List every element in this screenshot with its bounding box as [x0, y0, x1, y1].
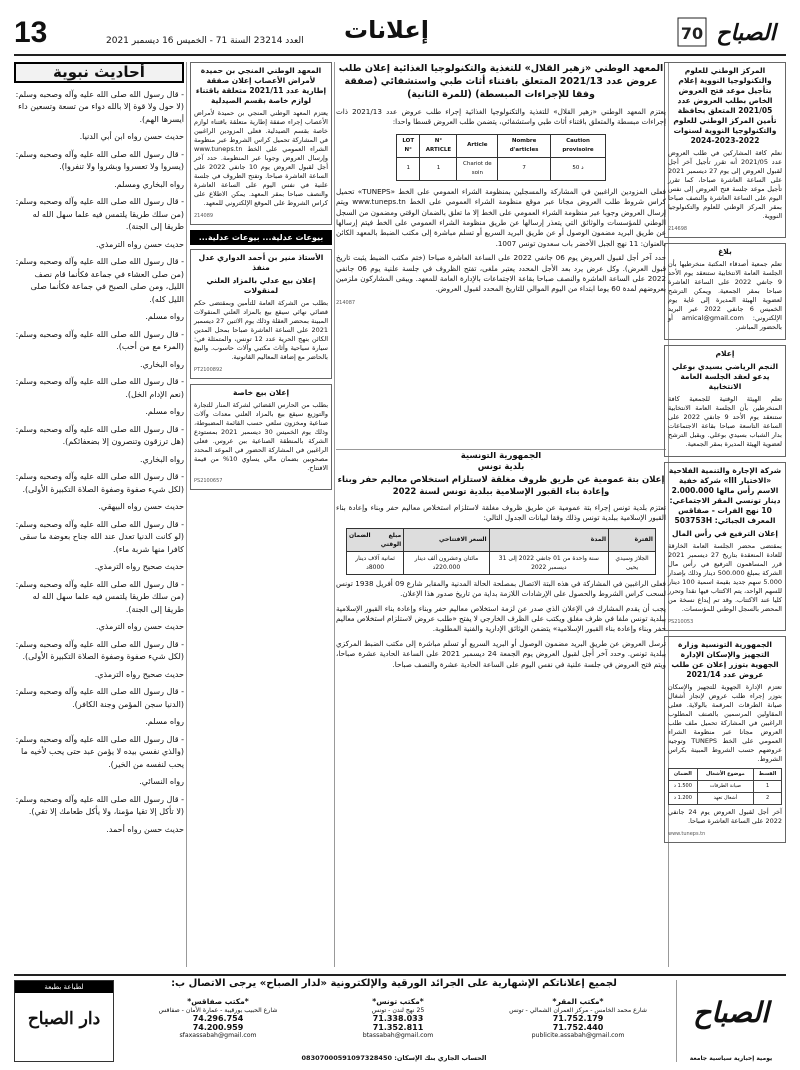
hadith-item: - قال رسول الله صلى الله عليه وآله وصحبه وسلم: (من سلك طريقا يلتمس فيه علما سهل الله له طريقا إلى الجنة). [15, 579, 184, 614]
logo-badge: 70 [680, 24, 704, 43]
ad-ref: 214087 [336, 299, 356, 306]
table-header: Caution provisoire [551, 134, 606, 157]
ad-title: الجمهورية التونسية وزارة التجهيز والإسكان الإدارة الجهوية بتوزر إعلان عن طلب عروض عدد 2021/14 [671, 640, 779, 679]
ad-body: فعلى الراغبين في المشاركة في هذه البتة الاتصال بمصلحة الحالة المدنية والمقابر شارع 09 أفريل 1938 تونس لسحب كراس الشروط والحصول على الإرشادات اللازمة بداية من تاريخ صدور هذا الإعلان. [336, 578, 666, 599]
ad-title: إعلان بيع خاصة [232, 388, 290, 397]
ad-bailiff-sale [190, 249, 332, 379]
ad-subtitle: إعلان بيع عدلي بالمزاد العلني لمنقولات [206, 276, 316, 295]
office-title: *مكتب تونس* [372, 997, 424, 1006]
ad-association-notice [664, 243, 786, 340]
lots-table [668, 768, 782, 805]
table-cell: 1 [754, 781, 782, 793]
ad-ref: PS2100657 [194, 478, 223, 484]
hadith-item: رواه البخاري. [139, 454, 184, 464]
office-phone[interactable]: 71.338.033 [372, 1014, 424, 1023]
hadith-item: حديث حسن رواه ابن أبي الدنيا. [79, 132, 184, 141]
ad-tunis-municipality [336, 452, 666, 967]
table-header: القسط [754, 769, 782, 781]
ad-body: فعلى المزودين الراغبين في المشاركة والمسجلين بمنظومة الشراء العمومي على الخط «TUNEPS» تحميل كراس شروط طلب العروض مجانا عبر موقع منظومة الشراء العمومي على الخط www.tuneps.tn ويتم إرسال العروض وجوبا عبر منظومة الشراء العمومي على الخط إلا ما تعلق بالضمان الوقتي ومضمون من السجل الوطني للمؤسسات والوثائق التي يتعذر إرسالها عن طريق منظومة الشراء العمومي على الخط فيتم إرسالها عن طريق البريد مضمون الوصول أو عن طريق البريد السريع أو تسلم مباشرة إلى مكتب الضبط بالمعهد الكائن بالعنوان: 11 نهج الجبل الأخضر باب سعدون تونس 1007. [336, 186, 666, 248]
ad-leasing-company [664, 462, 786, 631]
table-header: المدة [489, 528, 608, 551]
ad-ref: 214698 [668, 226, 688, 232]
table-header: موضوع الأشغال [697, 769, 753, 781]
ad-title: المركز الوطني للعلوم والتكنولوجيا النووية إعلام بتأجيل موعد فتح العروض الخاص بطلب العروض عدد 2021/05 المتعلق بحافظة تأمين المركز الوطني للعلوم والتكنولوجيا النووية لسنوات 2022-2023-2024 [673, 66, 777, 145]
hadith-item: حديث حسن رواه البيهقي. [98, 502, 184, 511]
printer-label: لطباعة بطبعة [15, 981, 113, 993]
legal-sales-banner: بيوعات عدلية... بيوعات عدلية... [190, 230, 332, 245]
office-address: 25 نهج لندن - تونس [371, 1006, 425, 1014]
ad-website: www.tuneps.tn [668, 831, 706, 837]
ad-nutrition-institute [336, 62, 666, 447]
printer-logo-text: دار الصباح [27, 1009, 101, 1029]
hadith-item: رواه البخاري ومسلم. [114, 179, 184, 189]
ad-title: الأستاذ منير بن أحمد الدواري عدل منفذ [198, 253, 324, 272]
ad-body: تعلم جمعية أصدقاء المكتبة منخرطيها بأن الجلسة العامة الانتخابية ستنعقد يوم الأحد 9 جانفي 2022 على الساعة العاشرة صباحا بمقر الجمعية. ويمكن الترشح لعضوية الهيئة المديرة إلى غاية يوم الخميس 6 جانفي 2022 عبر البريد الإلكتروني: amical@gmail.com أو بالحضور المباشر. [668, 260, 782, 331]
ad-ref: PS210053 [668, 619, 694, 625]
hadith-item: - قال رسول الله صلى الله عليه وآله وصحبه وسلم: (من سلك طريقا يلتمس فيه علما سهل الله له طريقا إلى الجنة). [15, 197, 184, 231]
hadith-item: رواه البخاري. [139, 359, 184, 369]
hadith-item: - قال رسول الله صلى الله عليه وآله وصحبه وسلم: (من صلى العشاء في جماعة فكأنما قام نصف الليل، ومن صلى الصبح في جماعة فكأنما صلى الليل كله). [15, 257, 184, 304]
hadith-item: - قال رسول الله صلى الله عليه وآله وصحبه وسلم: (يسروا ولا تعسروا وبشروا ولا تنفروا). [15, 149, 184, 171]
hadith-item: رواه مسلم. [145, 407, 184, 416]
bank-account: الحساب الجاري بنك الإسكان: 08307000591097328450 [301, 1054, 487, 1062]
ad-special-sale [190, 384, 332, 490]
ad-title: المعهد الوطني المنجي بن حميدة لأمراض الأعصاب إعلان صفقة إطارية عدد 2021/11 متعلقة باقتناء لوازم خاصة بقسم الصيدلية [195, 66, 327, 105]
table-row [669, 781, 782, 793]
table-header: مبلغ الضمان الوقتي [347, 528, 404, 551]
ad-title: المعهد الوطني «زهير القلال» للتغذية والتكنولوجيا الغذائية إعلان طلب عروض عدد 2021/13 المتعلق باقتناء أثاث طبي واستشفائي (صفقة وفقا للإجراءات المبسطة) (للمرة الثانية) [338, 63, 664, 100]
table-cell: 7 [498, 157, 551, 180]
page-footer [14, 974, 786, 1064]
ad-footer: آخر أجل لقبول العروض يوم 24 جانفي 2022 على الساعة العاشرة صباحا. [668, 808, 782, 825]
ad-ref: 214089 [194, 213, 214, 219]
hadith-item: - قال رسول الله صلى الله عليه وآله وصحبه وسلم: (لو كانت الدنيا تعدل عند الله جناح بعوضة ما سقى كافرا منها شربة ماء). [15, 519, 184, 554]
table-header: السعر الافتتاحي [404, 528, 489, 551]
table-header: LOT N° [397, 134, 420, 157]
ad-body: يجب أن يقدم المشارك في الإعلان الذي صدر عن لزمة استخلاص معاليم حفر وبناء وإعادة بناء القبور الإسلامية ببلدية تونس ملفا في ظرف مغلق ويكتب على الظرف الخارجي لا يفتح «طلب عروض لاستلزام استخلاص معاليم حفر وبناء وإعادة بناء القبور الإسلامية» يتضمن الوثائق الإدارية والفنية المطلوبة. [336, 603, 666, 634]
footer-banner: لجميع إعلاناتكم الإشهارية على الجرائد الورقية والإلكترونية «لدار الصباح» يرجى الاتصال ب: [171, 978, 617, 989]
ad-sports-club [664, 345, 786, 457]
republic-header: الجمهورية التونسية [460, 452, 542, 461]
section-divider [336, 449, 666, 450]
ad-body: يعتزم المعهد الوطني المنجي بن حميدة لأمراض الأعصاب إجراء صفقة إطارية متعلقة باقتناء لوازم خاصة بقسم الصيدلية. فعلى المزودين الراغبين في المشاركة تحميل كراس الشروط عبر منظومة الشراء العمومي على الخط www.tuneps.tn وإرسال العروض وجوبا عبر المنظومة. حدد آخر أجل لقبول العروض يوم 10 جانفي 2022 على الساعة العاشرة صباحا. وتفتح الظروف في جلسة علنية في نفس اليوم على الساعة العاشرة والنصف صباحا بمقر المعهد. يمكن الاطلاع على كراس الشروط على الموقع الإلكتروني للمعهد. [194, 109, 328, 207]
office-address: شارع محمد الخامس - مركز العمران الشمالي - تونس [509, 1006, 647, 1014]
table-cell: 1 [397, 157, 420, 180]
ad-body: بمقتضى محضر الجلسة العامة الخارقة للعادة المنعقدة بتاريخ 27 ديسمبر 2021 قرر المساهمون الترفيع في رأس مال الشركة بمبلغ 500.000 دينار وذلك بإصدار 5.000 سهم جديد بقيمة اسمية 100 دينار للسهم الواحد، يتم الاكتتاب فيها نقدا وتحرر كليا عند الاكتتاب. وقد تم إيداع نسخة من المحضر بالسجل الوطني للمؤسسات. [668, 542, 782, 613]
ad-intro: تعتزم بلدية تونس إجراء بتة عمومية عن طريق ظروف مغلقة لاستلزام استخلاص معاليم حفر وبناء وإعادة بناء القبور الإسلامية ببلدية تونس وذلك وفقا لبيانات الجدول التالي: [336, 503, 666, 523]
hadith-item: حديث صحيح رواه الترمذي. [94, 562, 184, 571]
ad-body: تعلم الهيئة الوقتية للجمعية كافة المنخرطين بأن الجلسة العامة الانتخابية ستنعقد يوم الأحد 9 جانفي 2022 على الساعة التاسعة صباحا بقاعة الاجتماعات بدار الشباب بسيدي بوعلي. ويقبل الترشح لعضوية الهيئة المديرة بمقر الجمعية. [668, 395, 782, 448]
ad-body: ترسل العروض عن طريق البريد مضمون الوصول أو البريد السريع أو تسلم مباشرة إلى مكتب الضبط المركزي ببلدية تونس. وحدد آخر أجل لقبول العروض يوم الجمعة 24 ديسمبر 2021 على الساعة الحادية عشرة صباحا، ويتم فتح العروض في جلسة علنية في نفس اليوم على الساعة الحادية عشرة والنصف صباحا. [336, 638, 666, 669]
office-phone[interactable]: 71.352.811 [372, 1022, 424, 1032]
table-cell: 1 [420, 157, 457, 180]
table-cell: الجلاز وسيدي يحيى [609, 551, 656, 574]
page-number: 13 [14, 16, 48, 49]
table-cell: مائتان وعشرون ألف دينار 220.000د [404, 551, 489, 574]
ad-title: إعلان بتة عمومية عن طريق ظروف مغلقة لاستلزام استخلاص معاليم حفر وبناء وإعادة بناء القبور الإسلامية ببلدية تونس لسنة 2022 [337, 475, 665, 497]
hadith-item: حديث حسن رواه أحمد. [106, 824, 184, 834]
hadith-item: - قال رسول الله صلى الله عليه وآله وصحبه وسلم: (هل ترزقون وتنصرون إلا بضعفائكم). [15, 424, 184, 446]
ad-body: بطلب من الحارس القضائي لشركة المنار للتجارة والتوزيع سيقع بيع بالمزاد العلني معدات وآلات صناعية ومخزون سلعي حسب القائمة المضبوطة، وذلك يوم الخميس 30 ديسمبر 2021 بمستودع الشركة بالمنطقة الصناعية ببن عروس. فعلى الراغبين في المشاركة الحضور في الموعد المحدد مصحوبين بضمان مالي يساوي 10% من قيمة الافتتاح. [194, 401, 328, 472]
ad-neurology-institute [190, 62, 332, 225]
logo-text: الصباح [716, 20, 776, 46]
hadith-item: - قال رسول الله صلى الله عليه وآله وصحبه وسلم: (لا تأكل إلا تقيا مؤمنا، ولا يأكل طعامك إلا تقي). [15, 794, 184, 816]
ad-subtitle: النجم الرياضي بسيدي بوعلي يدعو لعقد الجلسة العامة الانتخابية [671, 362, 779, 391]
table-row [347, 551, 656, 574]
table-cell: أشغال تعهد [697, 793, 753, 805]
table-cell: ثمانية آلاف دينار 8000د [347, 551, 404, 574]
footer-logo-right [676, 980, 786, 1062]
ad-body: بطلب من الشركة العامة للتأمين وبمقتضى حكم قضائي نهائي سيقع بيع بالمزاد العلني المنقولات المبينة بمحضر العقلة وذلك يوم الاثنين 27 ديسمبر 2021 على الساعة العاشرة صباحا بمحل المدين الكائن بنهج الحرية عدد 12 تونس، والمتمثلة في: سيارة سياحية وأثاث مكتبي وآلات حاسوب. والبيع بالحاضر مع إضافة المعاليم القانونية. [194, 299, 329, 361]
hadith-item: - قال رسول الله صلى الله عليه وآله وصحبه وسلم: (لا حول ولا قوة إلا بالله دواء من تسعة وتسعين داء أيسرها الهم). [15, 89, 184, 124]
table-header: N° ARTICLE [420, 134, 457, 157]
office-tunis [310, 998, 486, 1041]
ad-body: نعلم كافة المشاركين في طلب العروض عدد 2021/05 أنه تقرر تأجيل آخر أجل لقبول العروض إلى يوم 27 ديسمبر 2021 على الساعة العاشرة صباحا، كما تقرر تأجيل موعد جلسة فتح العروض إلى نفس اليوم على الساعة العاشرة والنصف صباحا بمقر المركز الوطني للعلوم والتكنولوجيا النووية. [668, 149, 782, 220]
ad-subtitle: إعلان الترفيع في رأس المال [672, 529, 778, 538]
footer-slogan: يومية إخبارية سياسية جامعة [689, 1055, 773, 1062]
footer-logo-text: الصباح [693, 996, 769, 1029]
ad-title: بلاغ [718, 247, 732, 256]
hadith-item: - قال رسول الله صلى الله عليه وآله وصحبه وسلم: (لكل شيء صفوة وصفوة الصلاة التكبيرة الأولى). [15, 639, 184, 661]
office-headquarters [490, 998, 666, 1041]
table-cell: 2 [754, 793, 782, 805]
hadith-title: أحاديث نبوية [14, 62, 184, 83]
ad-title: شركة الإجارة والتنمية الفلاحية «الاختيار III» شركة خفية الاسم رأس مالها 2.000.000 دينار تونسي المقر الاجتماعي: 10 نهج الفرات - صفاقس المعرف الجبائي: 503753H [668, 466, 782, 525]
municipality-name: بلدية تونس [477, 462, 525, 472]
newspaper-logo [676, 12, 786, 52]
hadith-item: حديث صحيح رواه الترمذي. [94, 669, 184, 679]
page-header [14, 16, 786, 56]
hadith-item: - قال رسول الله صلى الله عليه وآله وصحبه وسلم: (لكل شيء صفوة وصفوة الصلاة التكبيرة الأولى). [15, 472, 184, 494]
ad-title: إعلام [715, 349, 735, 358]
table-header: Article [457, 134, 498, 157]
tender-table [346, 528, 656, 575]
table-cell: Chariot de soin [457, 157, 498, 180]
table-header: الفترة [609, 528, 656, 551]
section-title: إعلانات [344, 16, 429, 44]
ad-ref: PT2100892 [194, 367, 223, 373]
office-phone[interactable]: 74.296.754 [192, 1014, 244, 1023]
ad-equipment-ministry [664, 636, 786, 843]
office-sfax [130, 998, 306, 1041]
right-ads-column [664, 62, 786, 962]
ad-intro: يعتزم المعهد الوطني «زهير القلال» للتغذية والتكنولوجيا الغذائية إجراء طلب عروض عدد 2021/13 ذات إجراءات مبسطة والمتعلق باقتناء أثاث طبي واستشفائي، يتضمن طلب العروض قسطا واحدا: [336, 107, 666, 127]
hadith-item: - قال رسول الله صلى الله عليه وآله وصحبه وسلم: (الدنيا سجن المؤمن وجنة الكافر). [15, 687, 184, 709]
hadith-item: - قال رسول الله صلى الله عليه وآله وصحبه وسلم: (نعم الإدام الخل). [15, 377, 184, 399]
column-divider [186, 62, 187, 967]
office-email[interactable]: publicite.assabah@gmail.com [531, 1032, 625, 1039]
hadith-item: - قال رسول الله صلى الله عليه وآله وصحبه وسلم: (والذي نفسي بيده لا يؤمن عبد حتى يحب لأخيه ما يحب لنفسه من الخير). [15, 734, 184, 769]
newspaper-logo-icon [676, 980, 786, 1040]
hadith-item: رواه مسلم. [145, 312, 184, 321]
office-email[interactable]: sfaxassabah@gmail.com [179, 1032, 257, 1039]
table-cell: 1.200 د [669, 793, 698, 805]
office-email[interactable]: btassabah@gmail.com [362, 1032, 434, 1039]
office-phone[interactable]: 71.752.440 [552, 1022, 604, 1032]
table-cell: 1.500 د [669, 781, 698, 793]
hadith-item: رواه مسلم. [145, 717, 184, 726]
issue-line: العدد 23214 السنة 71 - الخميس 16 ديسمبر 2021 [106, 36, 304, 46]
lot-table [396, 134, 606, 181]
table-cell: سنة واحدة من 01 جانفي 2022 إلى 31 ديسمبر 2022 [489, 551, 608, 574]
office-title: *مكتب صفاقس* [187, 997, 249, 1006]
table-header: Nombre d'articles [498, 134, 551, 157]
office-phone[interactable]: 71.752.179 [552, 1014, 604, 1023]
table-cell: صيانة الطرقات [697, 781, 753, 793]
ad-body: تعتزم الإدارة الجهوية للتجهيز والإسكان بتوزر إجراء طلب عروض لإنجاز أشغال صيانة الطرقات المرقمة بالولاية. فعلى المقاولين المرسمين بالصنف المطلوب الراغبين في المشاركة تحميل ملف طلب العروض مجانا عبر منظومة الشراء العمومي على الخط TUNEPS وتوجيه عروضهم حسب الشروط المبينة بكراس الشروط. [668, 683, 782, 763]
ad-body: حدد آخر أجل لقبول العروض يوم 06 جانفي 2022 على الساعة العاشرة صباحا (ختم مكتب الضبط يثبت تاريخ قبول العرض). وكل عرض يرد بعد الأجل المحدد يعتبر ملغى، تفتح الظروف في جلسة علنية يوم 06 جانفي 2022 على الساعة العاشرة والنصف صباحا بقاعة الاجتماعات بالإدارة العامة للمعهد. ويبقى المشاركون ملزمين بعروضهم لمدة 60 يوما ابتداء من اليوم الموالي للتاريخ المحدد لقبول العروض. [336, 253, 666, 294]
column-divider [334, 62, 335, 967]
table-header: الضمان [669, 769, 698, 781]
hadith-item: - قال رسول الله صلى الله عليه وآله وصحبه وسلم: (المرء مع من أحب). [15, 329, 184, 351]
hadith-item: حديث حسن رواه الترمذي. [96, 239, 184, 249]
table-row [669, 793, 782, 805]
footer-logo-left [14, 980, 114, 1062]
hadith-column [14, 62, 184, 967]
hadith-list [14, 89, 184, 837]
ad-nuclear-center [664, 62, 786, 238]
mid-left-ads-column [190, 62, 332, 967]
hadith-item: رواه النسائي. [139, 777, 184, 786]
table-cell: 50 د [551, 157, 606, 180]
office-phone[interactable]: 74.200.959 [192, 1022, 244, 1032]
office-address: شارع الحبيب بورقيبة - عمارة الأمان - صفاقس [158, 1006, 278, 1014]
table-row [397, 157, 606, 180]
office-title: *مكتب المقر* [552, 997, 604, 1006]
hadith-item: حديث حسن رواه الترمذي. [96, 622, 184, 631]
